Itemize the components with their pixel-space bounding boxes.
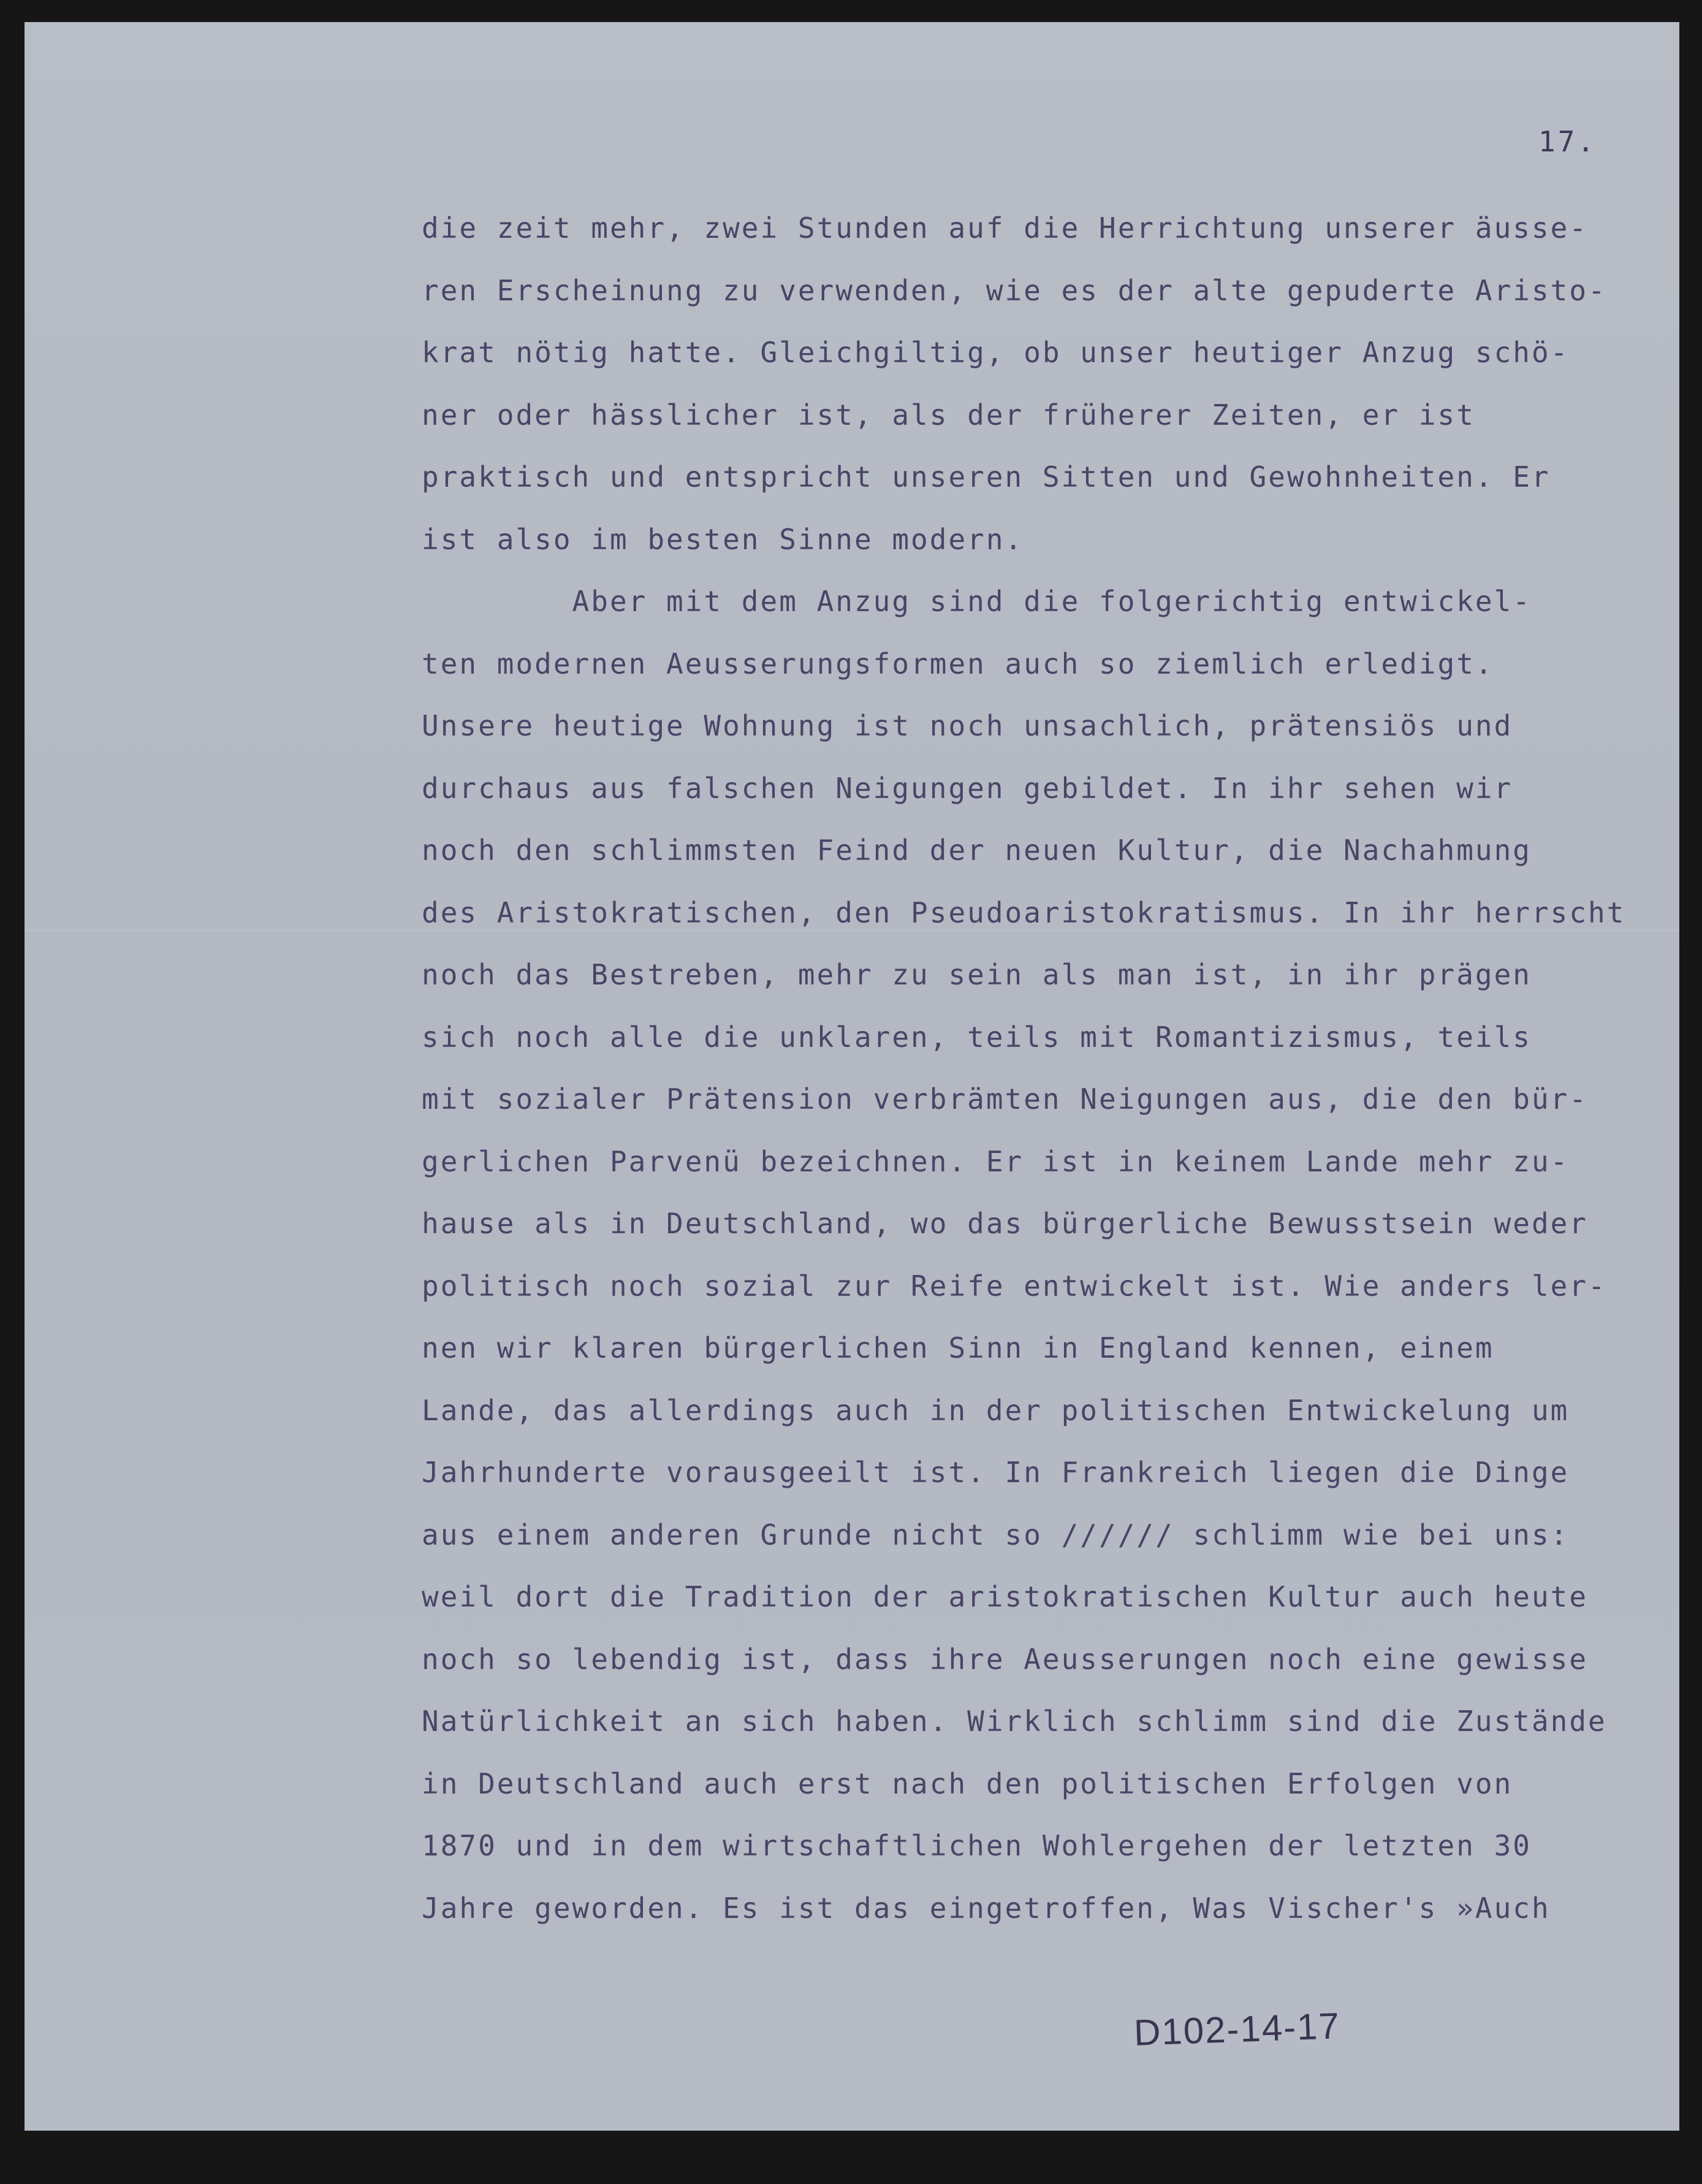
text-line: ist also im besten Sinne modern. xyxy=(422,522,1024,556)
text-line: durchaus aus falschen Neigungen gebildet. In ihr sehen wir xyxy=(422,771,1513,805)
text-line: Jahre geworden. Es ist das eingetroffen, Was Vischer's »Auch xyxy=(422,1891,1551,1925)
text-line: des Aristokratischen, den Pseudoaristokratismus. In ihr herrscht xyxy=(422,896,1626,929)
text-line: noch das Bestreben, mehr zu sein als man ist, in ihr prägen xyxy=(422,958,1532,991)
text-line: Lande, das allerdings auch in der politischen Entwickelung um xyxy=(422,1393,1570,1427)
text-line: praktisch und entspricht unseren Sitten und Gewohnheiten. Er xyxy=(422,460,1551,493)
text-line: sich noch alle die unklaren, teils mit Romantizismus, teils xyxy=(422,1020,1532,1054)
text-line: in Deutschland auch erst nach den politischen Erfolgen von xyxy=(422,1767,1513,1800)
text-line: ner oder hässlicher ist, als der früherer Zeiten, er ist xyxy=(422,398,1475,432)
text-line: Natürlichkeit an sich haben. Wirklich schlimm sind die Zustände xyxy=(422,1705,1607,1738)
text-line: Aber mit dem Anzug sind die folgerichtig entwickel- xyxy=(422,585,1532,618)
text-line: nen wir klaren bürgerlichen Sinn in England kennen, einem xyxy=(422,1331,1494,1364)
text-line: ten modernen Aeusserungsformen auch so ziemlich erledigt. xyxy=(422,647,1494,680)
text-line: noch so lebendig ist, dass ihre Aeusserungen noch eine gewisse xyxy=(422,1642,1589,1676)
text-line: mit sozialer Prätension verbrämten Neigungen aus, die den bür- xyxy=(422,1082,1589,1116)
text-line: ren Erscheinung zu verwenden, wie es der alte gepuderte Aristo- xyxy=(422,273,1607,307)
text-line: aus einem anderen Grunde nicht so ////// schlimm wie bei uns: xyxy=(422,1518,1570,1551)
text-line: 1870 und in dem wirtschaftlichen Wohlergehen der letzten 30 xyxy=(422,1829,1532,1862)
handwritten-archive-number: D102-14-17 xyxy=(1133,2005,1341,2053)
text-line: hause als in Deutschland, wo das bürgerliche Bewusstsein weder xyxy=(422,1207,1589,1240)
text-line: Jahrhunderte vorausgeeilt ist. In Frankreich liegen die Dinge xyxy=(422,1456,1570,1489)
text-line: Unsere heutige Wohnung ist noch unsachlich, prätensiös und xyxy=(422,709,1513,742)
text-line: weil dort die Tradition der aristokratischen Kultur auch heute xyxy=(422,1580,1589,1613)
text-line: noch den schlimmsten Feind der neuen Kultur, die Nachahmung xyxy=(422,834,1532,867)
typewritten-page xyxy=(25,22,1679,2131)
text-line: gerlichen Parvenü bezeichnen. Er ist in keinem Lande mehr zu- xyxy=(422,1144,1570,1178)
text-line: politisch noch sozial zur Reife entwickelt ist. Wie anders ler- xyxy=(422,1269,1607,1303)
text-line: krat nötig hatte. Gleichgiltig, ob unser heutiger Anzug schö- xyxy=(422,336,1570,369)
page-number: 17. xyxy=(1538,125,1597,158)
text-line: die zeit mehr, zwei Stunden auf die Herrichtung unserer äusse- xyxy=(422,211,1589,245)
typed-body-text xyxy=(422,197,1672,1939)
